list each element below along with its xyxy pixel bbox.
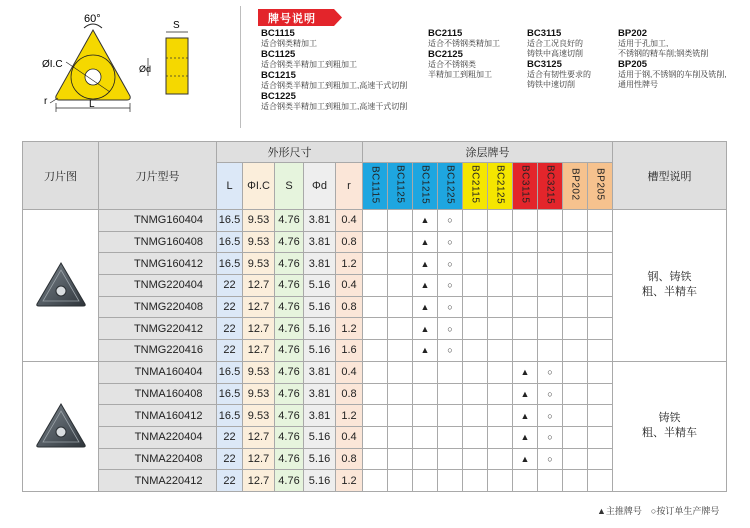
grade-header-bc3215 (538, 163, 563, 210)
legend-grade-code: BP202 (618, 28, 648, 39)
grade-mark (363, 405, 388, 427)
legend-grade-desc: 适合不锈钢类 (428, 60, 476, 69)
grade-mark (388, 470, 413, 492)
d-label: Ød (139, 64, 152, 74)
grade-mark: ○ (538, 383, 563, 405)
grade-header-bc1215 (413, 163, 438, 210)
grade-mark (488, 426, 513, 448)
grade-mark (513, 470, 538, 492)
slot-description-line: 粗、半精车 (642, 286, 697, 299)
legend-grade-desc: 适合钢类精加工 (261, 39, 317, 48)
grade-mark (538, 253, 563, 275)
dim-ic: 12.7 (243, 448, 275, 470)
col-header-image: 刀片图 (23, 142, 99, 210)
angle-label: 60° (84, 13, 101, 25)
dim-l: 22 (217, 296, 243, 318)
dim-s: 4.76 (275, 448, 304, 470)
dim-ic: 9.53 (243, 383, 275, 405)
grade-mark (563, 383, 588, 405)
dim-ic: 12.7 (243, 426, 275, 448)
grade-mark (388, 296, 413, 318)
insert-model: TNMG220404 (99, 275, 217, 297)
grade-header-bc2115 (463, 163, 488, 210)
dim-r: 0.8 (336, 448, 363, 470)
grade-mark (463, 426, 488, 448)
legend-grade-desc: 适合有韧性要求的 (527, 70, 591, 79)
col-header-d: Φd (304, 163, 336, 210)
grade-mark (388, 231, 413, 253)
dim-d: 3.81 (304, 361, 336, 383)
grade-mark (563, 318, 588, 340)
grade-mark (388, 318, 413, 340)
dim-d: 3.81 (304, 253, 336, 275)
legend-grade-desc: 适用于钢,不锈钢的车削及铣削, (618, 70, 727, 79)
dim-l: 16.5 (217, 383, 243, 405)
legend-column (428, 28, 500, 80)
grade-mark: ▲ (513, 383, 538, 405)
insert-spec-table (22, 141, 727, 492)
grade-mark (563, 296, 588, 318)
grade-mark (438, 448, 463, 470)
grade-header-bp202 (563, 163, 588, 210)
grade-mark (538, 231, 563, 253)
grade-mark: ○ (538, 361, 563, 383)
triangle-insert-photo-icon (35, 260, 87, 308)
grade-header-bc1115 (363, 163, 388, 210)
grade-mark (438, 361, 463, 383)
grade-mark (588, 275, 613, 297)
grade-header-label: BC2125 (494, 164, 506, 205)
grade-mark (513, 231, 538, 253)
dim-d: 5.16 (304, 318, 336, 340)
dim-ic: 9.53 (243, 210, 275, 232)
insert-model: TNMG220408 (99, 296, 217, 318)
grade-header-bc1125 (388, 163, 413, 210)
dim-r: 0.8 (336, 296, 363, 318)
dim-ic: 12.7 (243, 296, 275, 318)
grade-mark (513, 275, 538, 297)
grade-mark (463, 383, 488, 405)
dim-l: 16.5 (217, 210, 243, 232)
slot-description (613, 361, 727, 491)
grade-mark (588, 470, 613, 492)
dim-ic: 12.7 (243, 275, 275, 297)
dim-d: 5.16 (304, 275, 336, 297)
insert-model: TNMA220408 (99, 448, 217, 470)
grade-mark (588, 405, 613, 427)
dim-l: 16.5 (217, 405, 243, 427)
grade-header-bp205 (588, 163, 613, 210)
side-view-insert-icon (166, 38, 188, 94)
col-header-l: L (217, 163, 243, 210)
dim-s: 4.76 (275, 318, 304, 340)
col-header-r: r (336, 163, 363, 210)
dim-d: 3.81 (304, 210, 336, 232)
dim-d: 5.16 (304, 448, 336, 470)
grade-mark (363, 210, 388, 232)
insert-image-cell (23, 210, 99, 362)
grade-mark: ○ (438, 275, 463, 297)
grade-mark (363, 383, 388, 405)
slot-description (613, 210, 727, 362)
grade-mark (588, 448, 613, 470)
dim-l: 22 (217, 340, 243, 362)
grade-header-label: BP202 (569, 168, 581, 201)
grade-mark (363, 448, 388, 470)
r-label: r (44, 96, 48, 107)
dim-s: 4.76 (275, 361, 304, 383)
grade-mark (588, 383, 613, 405)
grade-mark (463, 253, 488, 275)
grade-mark (563, 275, 588, 297)
ic-label: ØI.C (42, 59, 63, 70)
grade-mark (563, 340, 588, 362)
dim-s: 4.76 (275, 296, 304, 318)
grade-mark (538, 296, 563, 318)
insert-model: TNMG160408 (99, 231, 217, 253)
dim-ic: 9.53 (243, 361, 275, 383)
center-hole (85, 69, 101, 85)
slot-description-line: 粗、半精车 (642, 427, 697, 440)
triangle-insert-photo-icon (35, 401, 87, 449)
dim-r: 1.2 (336, 470, 363, 492)
table-row (23, 361, 727, 383)
legend-grade-code: BC1215 (261, 70, 296, 81)
grade-mark (363, 340, 388, 362)
grade-header-label: BP205 (594, 168, 606, 201)
grade-mark (488, 253, 513, 275)
grade-mark: ○ (538, 405, 563, 427)
insert-model: TNMG160404 (99, 210, 217, 232)
dim-d: 5.16 (304, 340, 336, 362)
grade-mark (488, 405, 513, 427)
legend-grade-code: BC2125 (428, 49, 463, 60)
dim-s: 4.76 (275, 383, 304, 405)
grade-header-label: BC1225 (444, 164, 456, 205)
grade-mark (363, 426, 388, 448)
dim-d: 5.16 (304, 470, 336, 492)
grade-mark (588, 296, 613, 318)
l-label: L (89, 99, 95, 110)
col-header-model: 刀片型号 (99, 142, 217, 210)
dim-ic: 12.7 (243, 470, 275, 492)
grade-mark (488, 231, 513, 253)
dim-d: 3.81 (304, 405, 336, 427)
grade-mark (413, 448, 438, 470)
grade-header-label: BC3215 (544, 164, 556, 205)
grade-mark: ○ (438, 210, 463, 232)
grade-mark (513, 340, 538, 362)
grade-mark (488, 448, 513, 470)
grade-mark (563, 231, 588, 253)
grade-mark (438, 383, 463, 405)
grade-mark (463, 470, 488, 492)
legend-grade-code: BC1125 (261, 49, 296, 60)
insert-model: TNMA160404 (99, 361, 217, 383)
col-header-s: S (275, 163, 304, 210)
grade-mark (438, 426, 463, 448)
col-header-slot: 槽型说明 (613, 142, 727, 210)
grade-header-bc3115 (513, 163, 538, 210)
dim-r: 1.6 (336, 340, 363, 362)
grade-mark (588, 361, 613, 383)
grade-mark: ▲ (413, 318, 438, 340)
legend-grade-desc: 适用于孔加工, (618, 39, 669, 48)
grade-mark: ○ (538, 448, 563, 470)
table-row (23, 210, 727, 232)
grade-mark (538, 340, 563, 362)
grade-mark (363, 253, 388, 275)
grade-mark: ○ (538, 426, 563, 448)
legend-grade-desc: 适合钢类半精加工到粗加工,高速干式切削 (261, 102, 408, 111)
grade-mark (463, 361, 488, 383)
legend-grade-code: BC2115 (428, 28, 463, 39)
grade-mark (538, 470, 563, 492)
grade-mark (363, 470, 388, 492)
grade-header-label: BC1115 (369, 165, 381, 204)
dim-s: 4.76 (275, 253, 304, 275)
dim-r: 0.4 (336, 426, 363, 448)
grade-header-label: BC1215 (419, 164, 431, 205)
grade-mark (488, 318, 513, 340)
grade-mark (538, 275, 563, 297)
dim-l: 16.5 (217, 231, 243, 253)
vertical-divider (240, 6, 241, 128)
grade-mark (588, 318, 613, 340)
grade-mark: ▲ (513, 426, 538, 448)
grade-mark (388, 253, 413, 275)
s-label: S (173, 20, 180, 31)
grade-mark (538, 318, 563, 340)
dim-s: 4.76 (275, 210, 304, 232)
grade-mark (388, 426, 413, 448)
legend-grade-code: BC1115 (261, 28, 295, 39)
dim-r: 0.4 (336, 361, 363, 383)
grade-mark (438, 405, 463, 427)
grade-mark (463, 448, 488, 470)
grade-mark: ▲ (513, 448, 538, 470)
insert-model: TNMG220412 (99, 318, 217, 340)
legend-grade-code: BC3125 (527, 59, 562, 70)
grade-mark (563, 470, 588, 492)
grade-mark (563, 405, 588, 427)
legend-column (261, 28, 407, 112)
dim-ic: 12.7 (243, 318, 275, 340)
grade-mark (463, 296, 488, 318)
legend-grade-desc: 适合钢类半精加工到粗加工,高速干式切削 (261, 81, 408, 90)
grade-mark: ○ (438, 231, 463, 253)
dim-r: 0.4 (336, 210, 363, 232)
dim-l: 22 (217, 448, 243, 470)
grade-mark (588, 253, 613, 275)
grade-mark: ▲ (513, 405, 538, 427)
dim-ic: 12.7 (243, 340, 275, 362)
grade-mark (488, 210, 513, 232)
grade-mark: ▲ (413, 253, 438, 275)
grade-mark (563, 210, 588, 232)
dim-d: 3.81 (304, 231, 336, 253)
grade-mark (488, 275, 513, 297)
grade-mark: ▲ (413, 231, 438, 253)
dim-r: 0.8 (336, 231, 363, 253)
grade-header-label: BC3115 (519, 165, 531, 204)
grade-mark (538, 210, 563, 232)
grade-mark (388, 448, 413, 470)
grade-mark: ▲ (413, 275, 438, 297)
dim-l: 22 (217, 426, 243, 448)
grade-mark: ▲ (413, 210, 438, 232)
legend-grade-desc: 适合工况良好的 (527, 39, 583, 48)
dim-r: 0.8 (336, 383, 363, 405)
dim-l: 22 (217, 275, 243, 297)
grade-mark (513, 318, 538, 340)
legend-grade-desc: 通用性牌号 (618, 80, 658, 89)
grade-mark (588, 426, 613, 448)
grade-mark (563, 361, 588, 383)
grade-mark (388, 275, 413, 297)
grade-mark: ▲ (413, 340, 438, 362)
grade-mark (563, 253, 588, 275)
dim-ic: 9.53 (243, 253, 275, 275)
insert-model: TNMA160412 (99, 405, 217, 427)
grade-mark (563, 448, 588, 470)
dim-s: 4.76 (275, 275, 304, 297)
grade-header-label: BC2115 (469, 165, 481, 204)
col-header-coatings: 涂层牌号 (363, 142, 613, 163)
grade-mark (363, 275, 388, 297)
dim-l: 22 (217, 470, 243, 492)
grade-mark (363, 318, 388, 340)
grade-mark (488, 296, 513, 318)
legend-grade-code: BP205 (618, 59, 648, 70)
grade-mark: ○ (438, 318, 463, 340)
dim-r: 1.2 (336, 318, 363, 340)
legend-grade-desc: 铸铁中高速切削 (527, 49, 583, 58)
grade-mark (363, 361, 388, 383)
grade-mark (413, 361, 438, 383)
insert-model: TNMA220404 (99, 426, 217, 448)
grade-mark (438, 470, 463, 492)
grade-mark: ▲ (513, 361, 538, 383)
grade-header-bc2125 (488, 163, 513, 210)
grade-mark (388, 210, 413, 232)
grade-mark (413, 405, 438, 427)
dim-d: 3.81 (304, 383, 336, 405)
dim-r: 1.2 (336, 253, 363, 275)
grade-mark (363, 231, 388, 253)
legend-title: 牌号说明 (268, 13, 316, 25)
legend-grade-desc: 不锈钢的精车削;钢类铣削 (618, 49, 709, 58)
insert-model: TNMG160412 (99, 253, 217, 275)
dim-d: 5.16 (304, 296, 336, 318)
insert-model: TNMA160408 (99, 383, 217, 405)
slot-description-line: 钢、铸铁 (647, 271, 692, 284)
dim-d: 5.16 (304, 426, 336, 448)
grade-mark: ○ (438, 253, 463, 275)
dim-l: 16.5 (217, 253, 243, 275)
dim-r: 0.4 (336, 275, 363, 297)
legend-column (618, 28, 726, 90)
legend-grade-desc: 适合不锈钢类精加工 (428, 39, 500, 48)
grade-mark (513, 253, 538, 275)
grade-header-label: BC1125 (394, 165, 406, 204)
grade-header-bc1225 (438, 163, 463, 210)
grade-mark (463, 318, 488, 340)
dim-s: 4.76 (275, 426, 304, 448)
grade-mark (563, 426, 588, 448)
grade-mark (413, 470, 438, 492)
grade-mark (388, 405, 413, 427)
footnote: ▲主推牌号 ○按订单生产牌号 (597, 506, 720, 516)
dim-s: 4.76 (275, 405, 304, 427)
dim-r: 1.2 (336, 405, 363, 427)
grade-mark (388, 340, 413, 362)
dim-s: 4.76 (275, 340, 304, 362)
triangle-insert-icon (56, 30, 130, 100)
legend-grade-desc: 半精加工到粗加工 (428, 70, 492, 79)
grade-mark (463, 340, 488, 362)
slot-description-line: 铸铁 (658, 412, 681, 425)
grade-mark (488, 340, 513, 362)
grade-mark (388, 361, 413, 383)
legend-grade-code: BC3115 (527, 28, 562, 39)
legend-column (527, 28, 591, 90)
grade-mark: ○ (438, 296, 463, 318)
grade-mark (413, 426, 438, 448)
grade-mark (588, 231, 613, 253)
grade-mark (588, 340, 613, 362)
grade-mark (388, 383, 413, 405)
grade-mark (463, 405, 488, 427)
dim-s: 4.76 (275, 470, 304, 492)
dim-s: 4.76 (275, 231, 304, 253)
dim-ic: 9.53 (243, 405, 275, 427)
grade-mark (463, 231, 488, 253)
dim-l: 22 (217, 318, 243, 340)
insert-dimension-diagram (0, 0, 240, 128)
grade-mark: ○ (438, 340, 463, 362)
dim-l: 16.5 (217, 361, 243, 383)
insert-model: TNMA220412 (99, 470, 217, 492)
col-header-dimensions: 外形尺寸 (217, 142, 363, 163)
legend-grade-desc: 铸铁中速切削 (527, 80, 575, 89)
insert-model: TNMG220416 (99, 340, 217, 362)
grade-mark: ▲ (413, 296, 438, 318)
grade-mark (513, 210, 538, 232)
dim-ic: 9.53 (243, 231, 275, 253)
grade-mark (488, 383, 513, 405)
legend-grade-code: BC1225 (261, 91, 296, 102)
grade-mark (488, 470, 513, 492)
legend-grade-desc: 适合钢类半精加工到粗加工 (261, 60, 357, 69)
grade-mark (588, 210, 613, 232)
grade-mark (513, 296, 538, 318)
grade-mark (463, 275, 488, 297)
col-header-ic: ΦI.C (243, 163, 275, 210)
grade-mark (488, 361, 513, 383)
insert-image-cell (23, 361, 99, 491)
grade-mark (363, 296, 388, 318)
grade-mark (413, 383, 438, 405)
grade-mark (463, 210, 488, 232)
